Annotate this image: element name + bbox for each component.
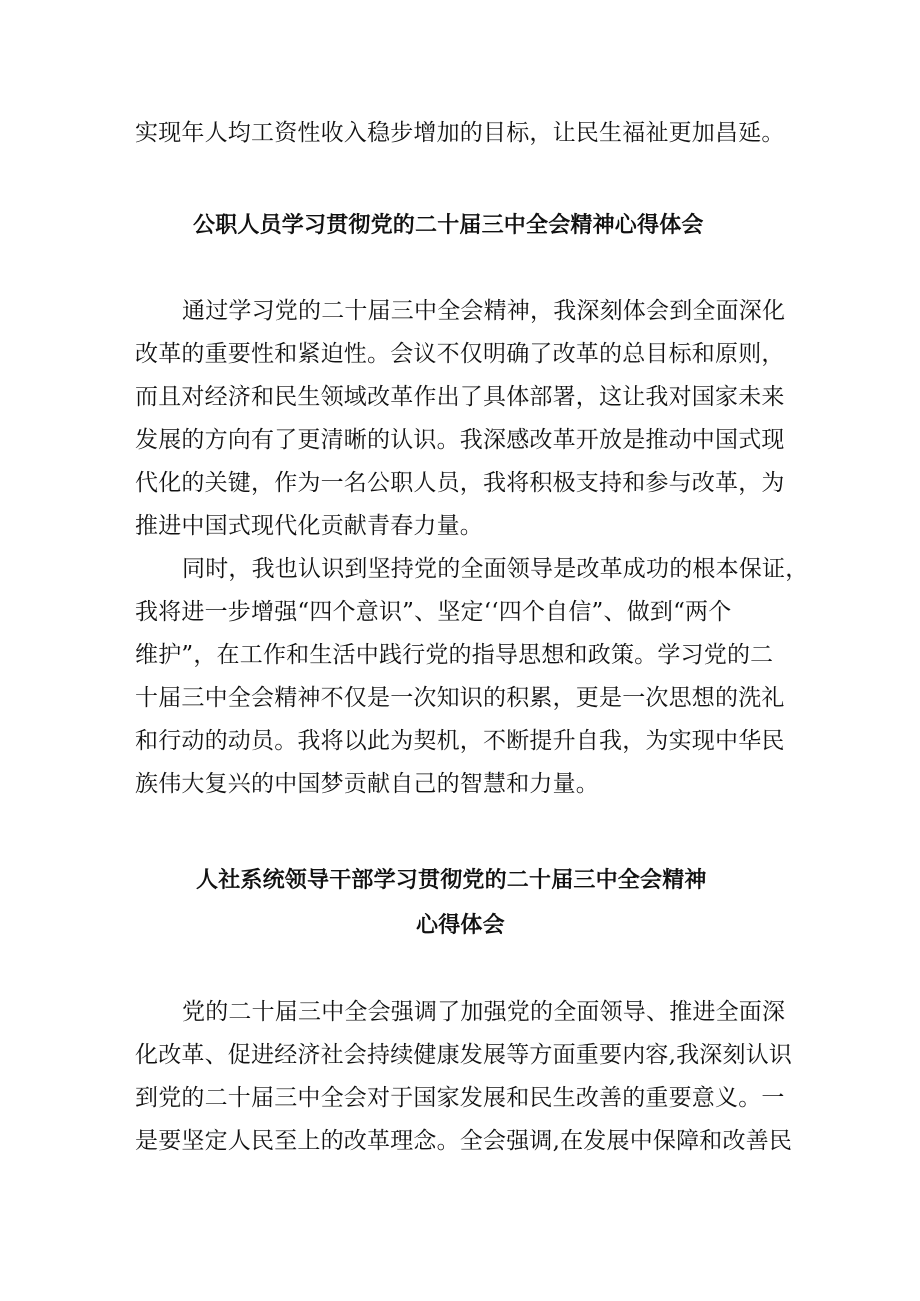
paragraph-line: 十届三中全会精神不仅是一次知识的积累，更是一次思想的洗礼 [135,685,785,711]
intro-line: 实现年人均工资性收入稳步增加的目标，让民生福祉更加昌延。 [135,120,785,146]
paragraph-line: 到党的二十届三中全会对于国家发展和民生改善的重要意义。一 [135,1085,785,1111]
paragraph-line: 代化的关键，作为一名公职人员，我将积极支持和参与改革，为 [135,470,785,496]
paragraph-line: 同时，我也认识到坚持党的全面领导是改革成功的根本保证， [182,556,809,582]
section-title: 公职人员学习贯彻党的二十届三中全会精神心得体会 [193,213,704,238]
paragraph-line: 我将进一步增强“四个意识”、坚定‘‘四个自信”、做到“两个 [135,599,732,625]
paragraph-line: 发展的方向有了更清晰的认识。我深感改革开放是推动中国式现 [135,427,785,453]
section-title-continued: 心得体会 [416,913,505,938]
paragraph-line: 通过学习党的二十届三中全会精神，我深刻体会到全面深化 [182,298,786,324]
paragraph-line: 改革的重要性和紧迫性。会议不仅明确了改革的总目标和原则， [135,341,785,367]
paragraph-line: 维护”，在工作和生活中践行党的指导思想和政策。学习党的二 [135,642,774,668]
paragraph-line: 党的二十届三中全会强调了加强党的全面领导、推进全面深 [182,999,786,1025]
paragraph-line: 而且对经济和民生领域改革作出了具体部署，这让我对国家未来 [135,384,785,410]
paragraph-line: 族伟大复兴的中国梦贡献自己的智慧和力量。 [135,771,599,797]
paragraph-line: 推进中国式现代化贡献青春力量。 [135,513,483,539]
section-title: 人社系统领导干部学习贯彻党的二十届三中全会精神 [196,868,707,893]
paragraph-line: 和行动的动员。我将以此为契机，不断提升自我，为实现中华民 [135,728,785,754]
paragraph-line: 是要坚定人民至上的改革理念。全会强调,在发展中保障和改善民 [135,1128,793,1154]
paragraph-line: 化改革、促进经济社会持续健康发展等方面重要内容,我深刻认识 [135,1042,793,1068]
